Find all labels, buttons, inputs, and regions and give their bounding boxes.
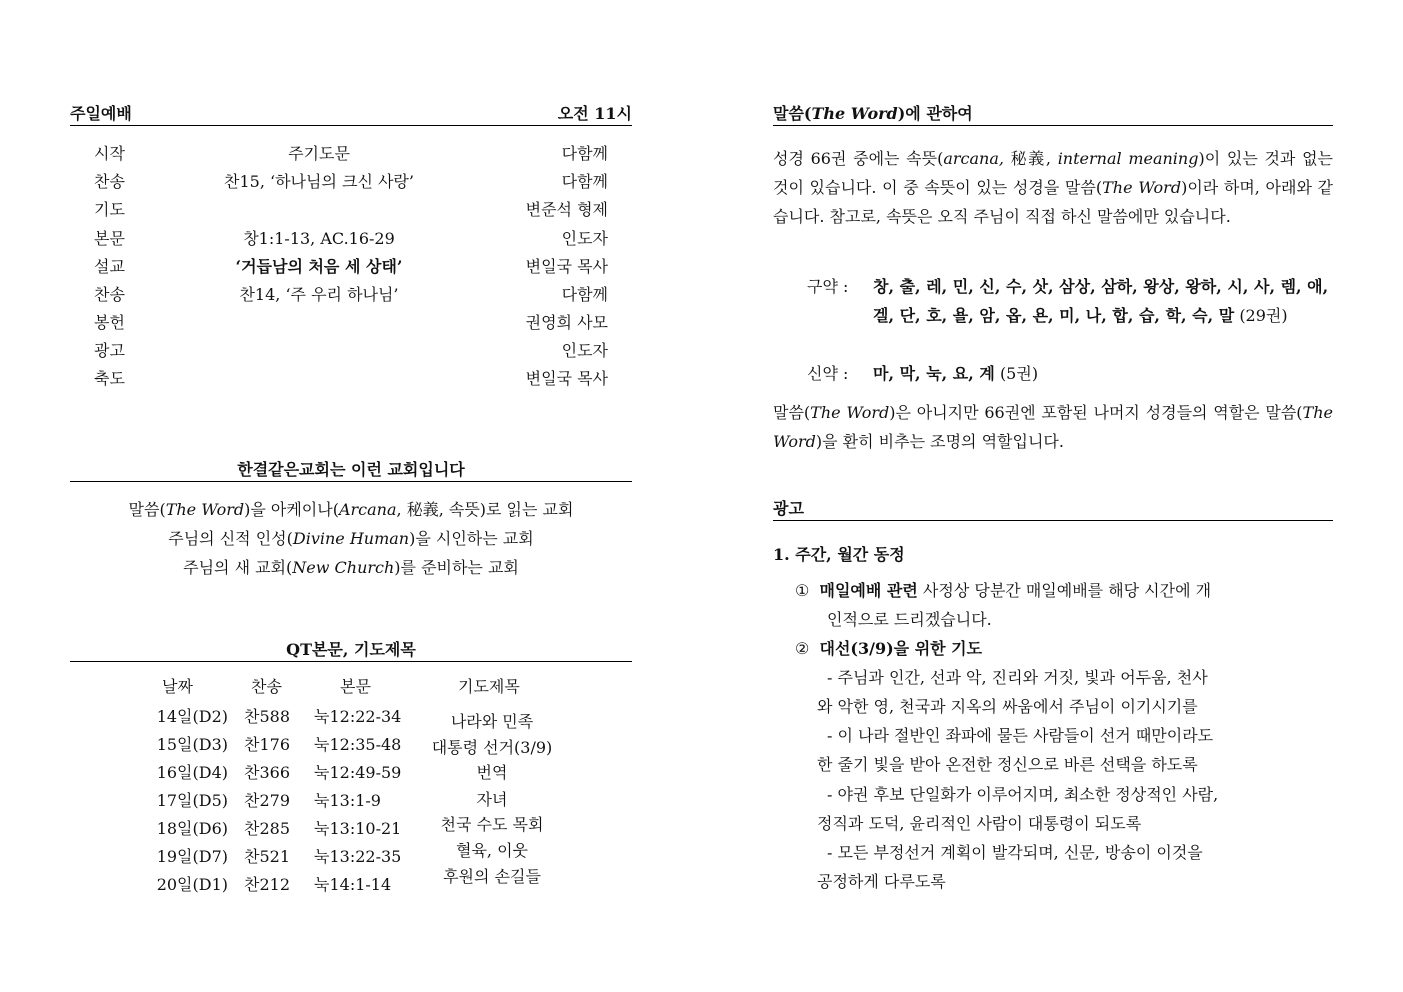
- qt-prayer: 천국 수도 목회: [440, 815, 544, 834]
- order-item: 축도: [94, 369, 125, 388]
- order-row: [70, 253, 608, 281]
- order-item: 봉헌: [94, 313, 125, 332]
- qt-row: 16일(D4) 찬366 눅12:49-59: [156, 763, 402, 782]
- qt-col-date: 날짜: [162, 677, 193, 696]
- prayer-line: 공정하게 다루도록: [817, 872, 946, 891]
- order-item: 기도: [94, 200, 125, 219]
- order-content: 주기도문: [288, 144, 350, 163]
- qt-row: 15일(D3) 찬176 눅12:35-48: [156, 735, 402, 754]
- qt-prayer: 자녀: [476, 790, 508, 809]
- old-testament-label: 구약 :: [807, 277, 849, 296]
- prayer-line: 정직과 도덕, 윤리적인 사람이 대통령이 되도록: [817, 814, 1142, 833]
- qt-prayer: 대통령 선거(3/9): [431, 738, 553, 757]
- order-leader: 인도자: [561, 229, 608, 248]
- qt-title: QT본문, 기도제목: [286, 640, 416, 659]
- order-row: [70, 168, 608, 196]
- order-row: [70, 196, 608, 224]
- new-testament-books: 마, 막, 눅, 요, 계 (5권): [873, 364, 1039, 383]
- order-row: [70, 140, 608, 168]
- worship-title: 주일예배: [70, 104, 132, 123]
- worship-header: [70, 104, 632, 126]
- qt-row: 17일(D5) 찬279 눅13:1-9: [156, 791, 381, 810]
- qt-table-header: [70, 673, 632, 701]
- qt-header: [70, 640, 632, 662]
- qt-row: 14일(D2) 찬588 눅12:22-34: [156, 707, 402, 726]
- word-header: 말씀(The Word)에 관하여: [773, 104, 1333, 126]
- announce-item-1: ① 매일예배 관련 사정상 당분간 매일예배를 해당 시간에 개: [795, 581, 1212, 600]
- prayer-line: - 야권 후보 단일화가 이루어지며, 최소한 정상적인 사람,: [827, 785, 1219, 804]
- order-row: [70, 337, 608, 365]
- order-leader: 변준석 형제: [525, 200, 608, 219]
- order-row: [70, 281, 608, 309]
- new-testament-label: 신약 :: [807, 364, 849, 383]
- order-item: 찬송: [94, 172, 125, 191]
- qt-prayer: 번역: [476, 763, 508, 782]
- order-row: [70, 225, 608, 253]
- qt-row: 19일(D7) 찬521 눅13:22-35: [156, 847, 402, 866]
- prayer-line: - 모든 부정선거 계획이 발각되며, 신문, 방송이 이것을: [827, 843, 1203, 862]
- prayer-line: 와 악한 영, 천국과 지옥의 싸움에서 주님이 이기시기를: [817, 697, 1198, 716]
- qt-prayer: 나라와 민족: [450, 712, 534, 731]
- qt-col-prayer: 기도제목: [458, 677, 520, 696]
- order-item: 찬송: [94, 285, 125, 304]
- order-leader: 변일국 목사: [525, 257, 608, 276]
- qt-row: 20일(D1) 찬212 눅14:1-14: [156, 875, 392, 894]
- order-item: 광고: [94, 341, 125, 360]
- order-leader: 다함께: [561, 144, 608, 163]
- qt-prayer: 혈육, 이웃: [456, 841, 528, 860]
- announce-item-2: ② 대선(3/9)을 위한 기도: [795, 639, 983, 658]
- mission-line: 주님의 신적 인성(Divine Human)을 시인하는 교회: [168, 529, 534, 548]
- prayer-line: - 이 나라 절반인 좌파에 물든 사람들이 선거 때만이라도: [827, 726, 1214, 745]
- mission-line: 말씀(The Word)을 아케이나(Arcana, 秘義, 속뜻)로 읽는 교회: [128, 500, 574, 519]
- announce-section-1: 1. 주간, 월간 동정: [773, 545, 905, 564]
- order-content: 창1:1-13, AC.16-29: [243, 229, 395, 248]
- order-row: [70, 365, 608, 393]
- prayer-line: - 주님과 인간, 선과 악, 진리와 거짓, 빛과 어두움, 천사: [827, 668, 1208, 687]
- order-leader: 권영희 사모: [525, 313, 608, 332]
- announce-header: 광고: [773, 499, 1333, 521]
- order-leader: 다함께: [561, 172, 608, 191]
- order-leader: 변일국 목사: [525, 369, 608, 388]
- order-item: 설교: [94, 257, 125, 276]
- mission-line: 주님의 새 교회(New Church)를 준비하는 교회: [183, 558, 519, 577]
- word-paragraph-1: 성경 66권 중에는 속뜻(arcana, 秘義, internal meaning)이 있는 것과 없는 것이 있습니다. 이 중 속뜻이 있는 성경을 말씀(The Word)이라 하며, 아래와 같습니다. 참고로, 속뜻은 오직 주님이 직접 하신 말씀에만 있습니다.: [773, 149, 1334, 226]
- qt-prayer: 후원의 손길들: [443, 867, 541, 886]
- word-paragraph-2: 말씀(The Word)은 아니지만 66권엔 포함된 나머지 성경들의 역할은 말씀(The Word)을 환히 비추는 조명의 역할입니다.: [773, 403, 1333, 451]
- order-content: 찬15, ‘하나님의 크신 사랑’: [224, 172, 414, 191]
- announce-item-1-cont: 인적으로 드리겠습니다.: [827, 610, 992, 629]
- order-leader: 인도자: [561, 341, 608, 360]
- qt-col-text: 본문: [340, 677, 371, 696]
- old-testament-books: 창, 출, 레, 민, 신, 수, 삿, 삼상, 삼하, 왕상, 왕하, 시, 사, 렘, 애, 겔, 단, 호, 욜, 암, 옵, 욘, 미, 나, 합, 습, 학, 슥, 말 (29권): [873, 277, 1329, 325]
- church-header: [70, 460, 632, 482]
- worship-time: 오전 11시: [557, 104, 632, 123]
- qt-row: 18일(D6) 찬285 눅13:10-21: [156, 819, 402, 838]
- church-title: 한결같은교회는 이런 교회입니다: [237, 460, 465, 479]
- qt-col-hymn: 찬송: [251, 677, 282, 696]
- order-content: 찬14, ‘주 우리 하나님’: [239, 285, 399, 304]
- prayer-line: 한 줄기 빛을 받아 온전한 정신으로 바른 선택을 하도록: [817, 755, 1198, 774]
- order-item: 본문: [94, 229, 125, 248]
- order-leader: 다함께: [561, 285, 608, 304]
- sermon-title: ‘거듭남의 처음 세 상태’: [235, 257, 403, 276]
- order-row: [70, 309, 608, 337]
- order-item: 시작: [94, 144, 125, 163]
